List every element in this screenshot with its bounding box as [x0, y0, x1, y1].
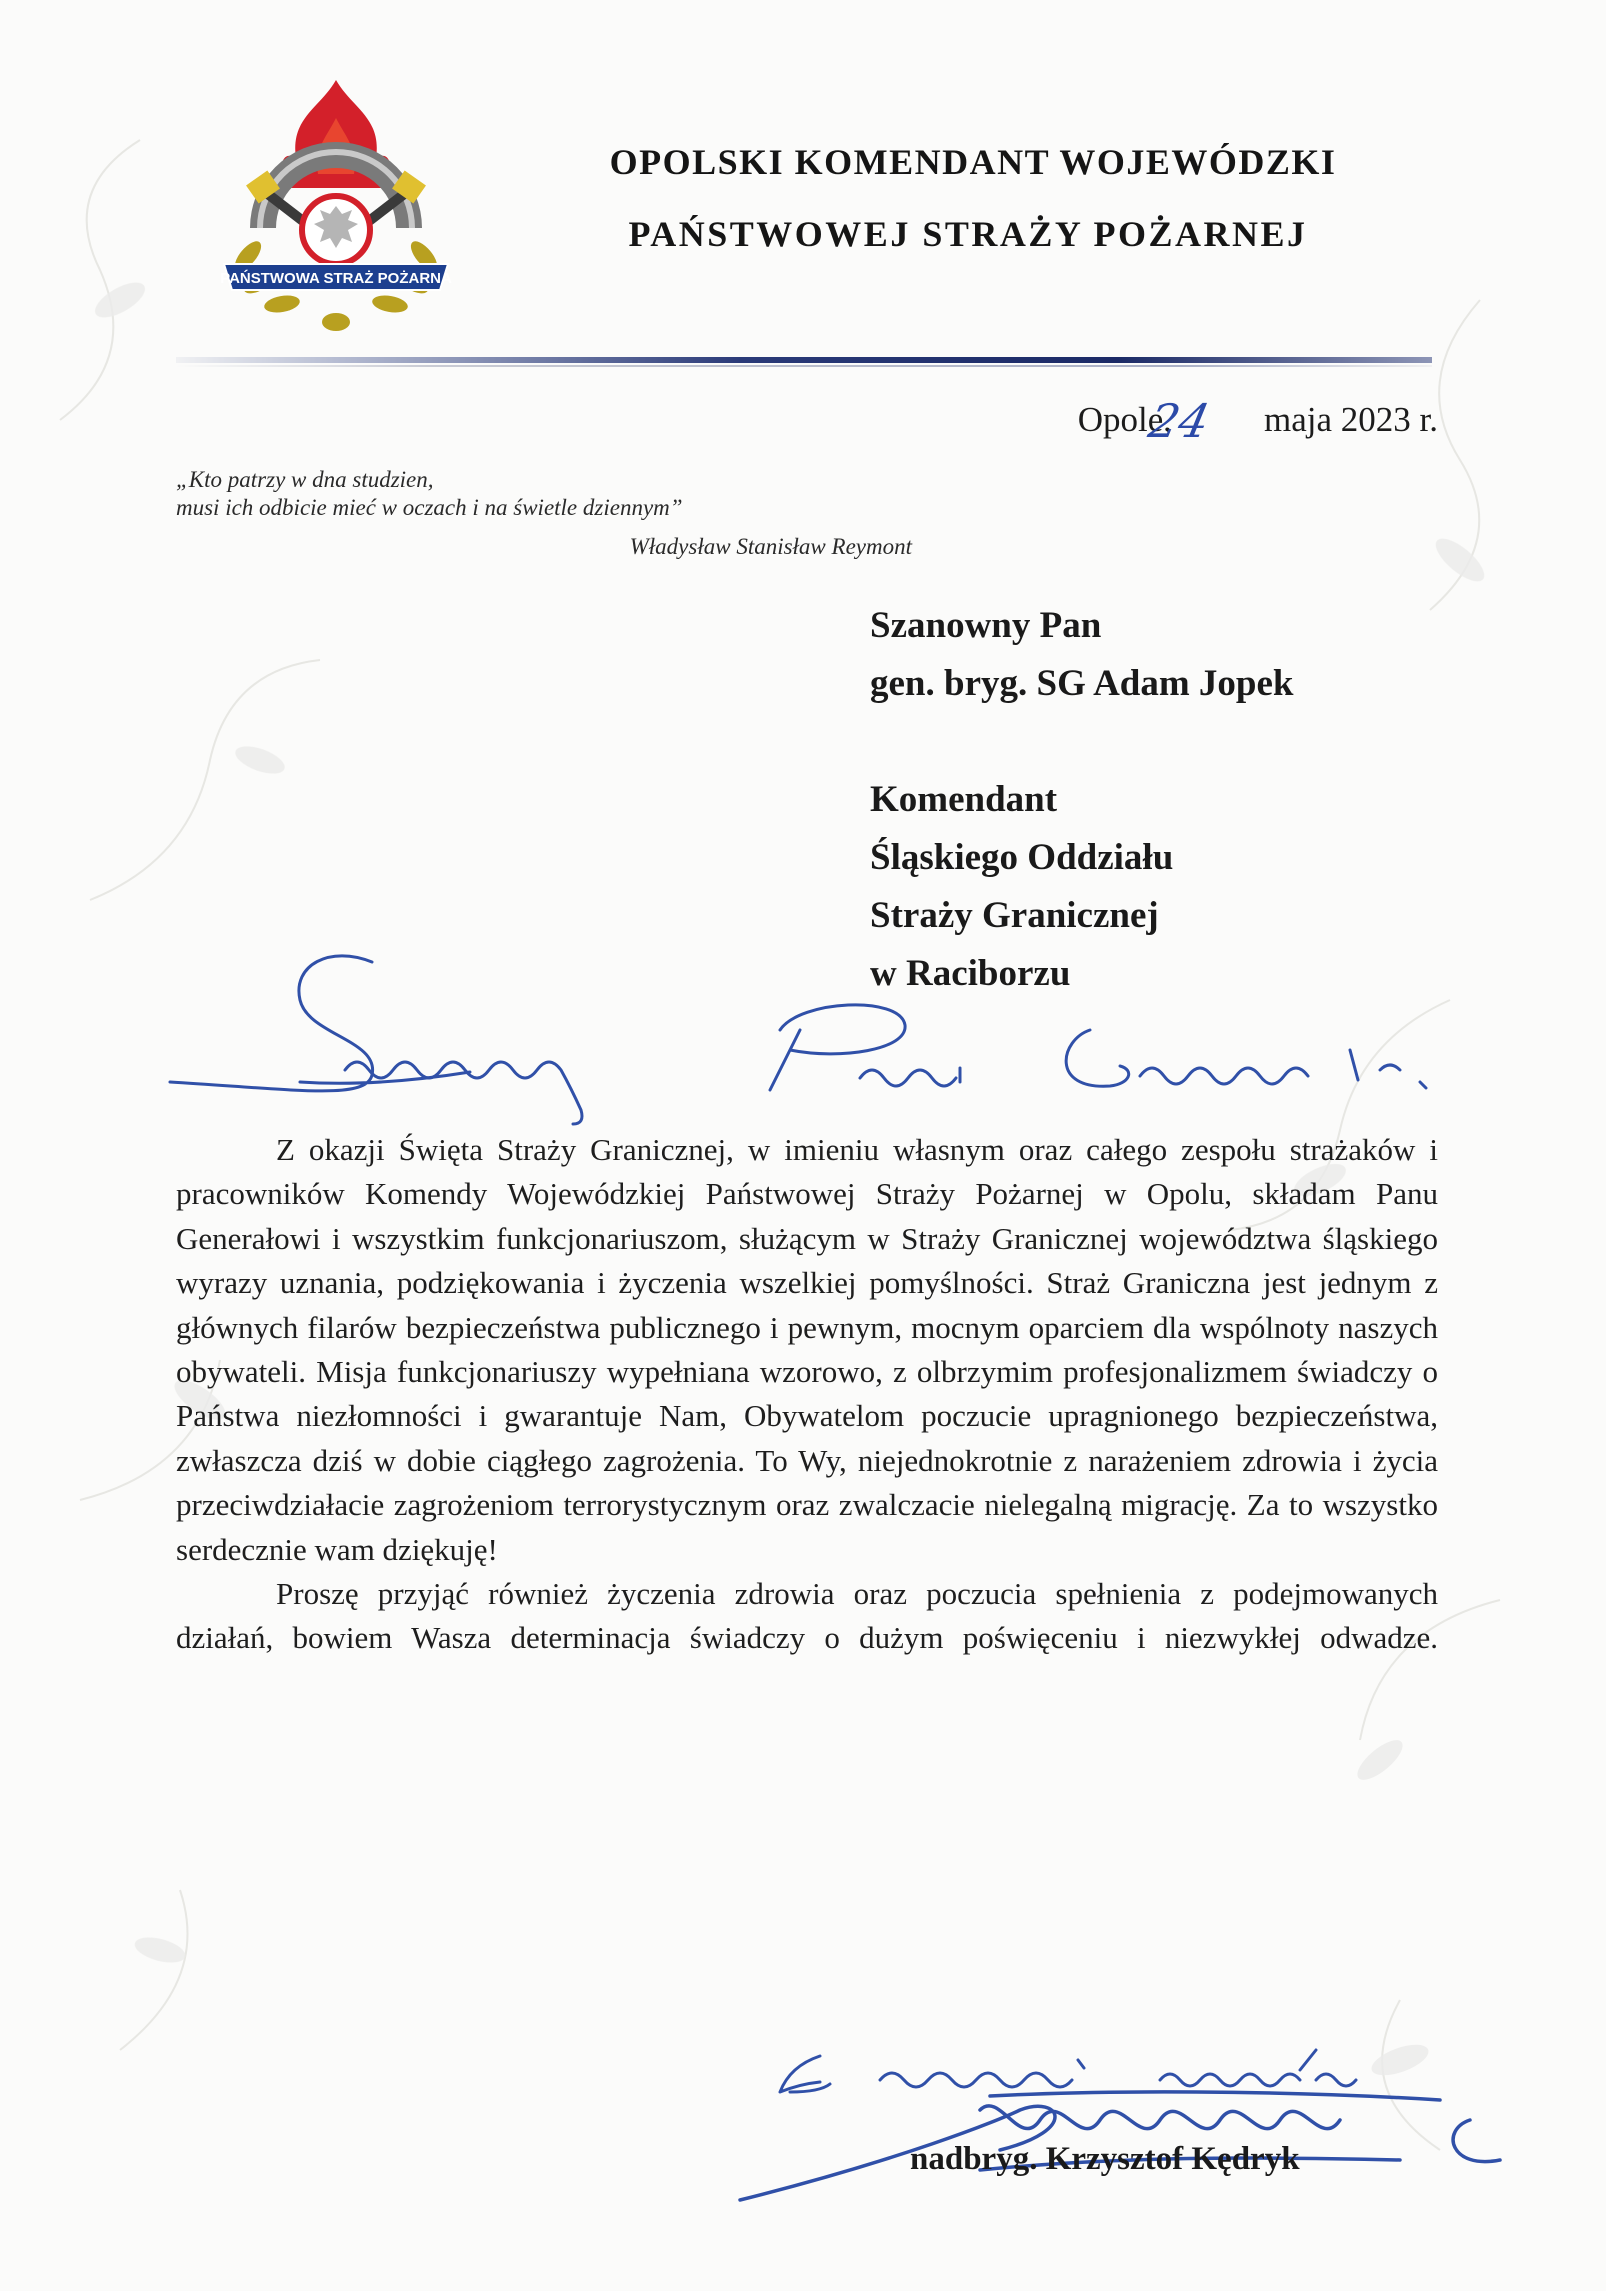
recipient-title: Komendant: [870, 779, 1058, 820]
header-title-line2: PAŃSTWOWEJ STRAŻY POŻARNEJ: [628, 214, 1308, 254]
recipient-salutation: Szanowny Pan: [870, 605, 1102, 646]
recipient-unit-line2: Straży Granicznej: [870, 895, 1159, 936]
quote-line1: „Kto patrzy w dna studzien,: [176, 467, 434, 492]
header-title-line1: OPOLSKI KOMENDANT WOJEWÓDZKI: [609, 142, 1337, 182]
letter-date: [0, 400, 1438, 440]
header-divider-secondary: [176, 365, 1432, 367]
header-divider: [176, 357, 1432, 363]
fire-service-emblem-icon: [220, 78, 452, 338]
quote-line2: musi ich odbicie mieć w oczach i na świetle dziennym”: [176, 495, 683, 520]
body-paragraph-2: Proszę przyjąć również życzenia zdrowia oraz poczucia spełnienia z podejmowanych działań, bowiem Wasza determinacja świadczy o dużym poświęceniu i niezwykłej odwadze.: [176, 1576, 1438, 1656]
emblem-banner-text: PAŃSTWOWA STRAŻ POŻARNA: [220, 270, 452, 287]
quote-author: Władysław Stanisław Reymont: [629, 534, 912, 559]
letter-body: [176, 1128, 1438, 1705]
recipient-name: gen. bryg. SG Adam Jopek: [870, 663, 1294, 704]
date-day-handwritten: 24: [1144, 394, 1215, 448]
body-paragraph-2-wrapper: [176, 1572, 1438, 1705]
recipient-unit-line1: Śląskiego Oddziału: [870, 837, 1174, 878]
signatory-name: nadbryg. Krzysztof Kędryk: [910, 2141, 1300, 2177]
body-paragraph-1: Z okazji Święta Straży Granicznej, w imieniu własnym oraz całego zespołu strażaków i pracowników Komendy Wojewódzkiej Państwowej Straży Pożarnej w Opolu, składam Panu Generałowi i wszystkim funkcjonariuszom, służącym w Straży Granicznej województwa śląskiego wyrazy uznania, podziękowania i życzenia wszelkiej pomyślności. Straż Graniczna jest jednym z głównych filarów bezpieczeństwa publicznego i pewnym, mocnym oparciem dla wspólnoty naszych obywateli. Misja funkcjonariuszy wypełniana wzorowo, z olbrzymim profesjonalizmem świadczy o Państwa niezłomności i gwarantuje Nam, Obywatelom poczucie upragnionego bezpieczeństwa, zwłaszcza dziś w dobie ciągłego zagrożenia. To Wy, niejednokrotnie z narażeniem zdrowia i życia przeciwdziałacie zagrożeniom terrorystycznym oraz zwalczacie nielegalną migrację. Za to wszystko serdecznie wam dziękuję!: [176, 1132, 1438, 1567]
epigraph-quote: [176, 466, 683, 522]
date-month-year: maja 2023 r.: [1264, 400, 1438, 439]
recipient-location: w Raciborzu: [870, 953, 1071, 994]
date-city: Opole,: [1077, 400, 1172, 439]
